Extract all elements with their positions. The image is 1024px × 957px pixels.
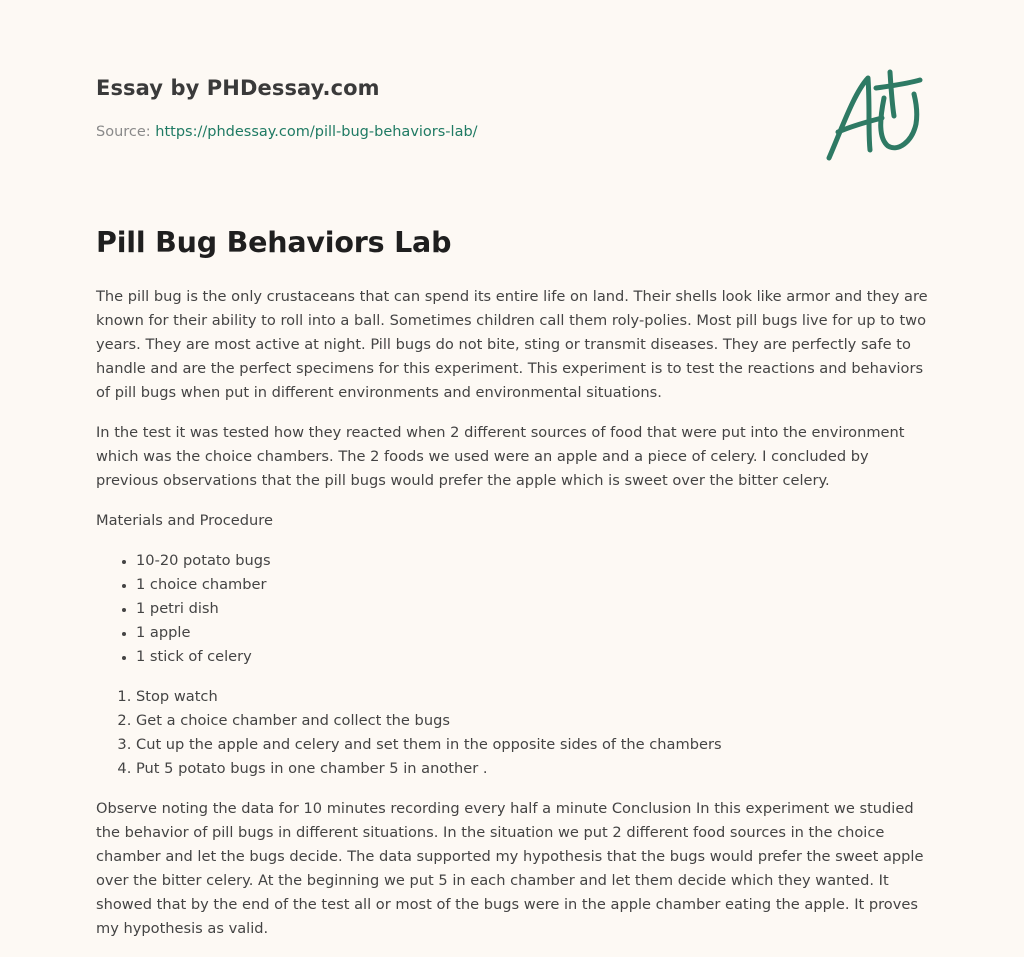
materials-heading: Materials and Procedure (96, 512, 273, 529)
list-item: • 1 petri dish (136, 597, 928, 621)
essay-body (96, 285, 928, 957)
list-item: 1. Stop watch (136, 685, 928, 709)
list-item: 3. Cut up the apple and celery and set them in the opposite sides of the chambers (136, 733, 928, 757)
source-link[interactable]: https://phdessay.com/pill-bug-behaviors-lab/ (155, 124, 478, 140)
conclusion-paragraph: Observe noting the data for 10 minutes recording every half a minute Conclusion In this experiment we studied the behavior of pill bugs in different situations. In the situation we put 2 different food sources in the choice chamber and let the bugs decide. The data supported my hypothesis that the bugs would prefer the sweet apple over the bitter celery. At the beginning we put 5 in each chamber and let them decide which they wanted. It showed that by the end of the test all or most of the bugs were in the apple chamber eating the apple. It proves my hypothesis as valid. (96, 800, 924, 937)
a-plus-logo-icon (824, 68, 924, 164)
hypothesis-paragraph: In the test it was tested how they reacted when 2 different sources of food that were put into the environment which was the choice chambers. The 2 foods we used were an apple and a piece of celery. I concluded by previous observations that the pill bugs would prefer the apple which is sweet over the bitter celery. (96, 424, 905, 489)
essay-page (96, 0, 928, 937)
list-item: • 1 stick of celery (136, 645, 928, 669)
procedure-list (96, 685, 928, 781)
list-item: • 1 choice chamber (136, 573, 928, 597)
source-line (96, 124, 478, 140)
page-header (96, 0, 928, 200)
list-item: • 1 apple (136, 621, 928, 645)
intro-paragraph: The pill bug is the only crustaceans that can spend its entire life on land. Their shells look like armor and they are known for their ability to roll into a ball. Sometimes children call them roly-polies. Most pill bugs live for up to two years. They are most active at night. Pill bugs do not bite, sting or transmit diseases. They are perfectly safe to handle and are the perfect specimens for this experiment. This experiment is to test the reactions and behaviors of pill bugs when put in different environments and environmental situations. (96, 288, 928, 401)
materials-list (96, 549, 928, 669)
list-item: 2. Get a choice chamber and collect the bugs (136, 709, 928, 733)
essay-title: Pill Bug Behaviors Lab (96, 226, 452, 259)
source-label: Source: (96, 124, 151, 140)
list-item: 4. Put 5 potato bugs in one chamber 5 in another . (136, 757, 928, 781)
list-item: • 10-20 potato bugs (136, 549, 928, 573)
site-title: Essay by PHDessay.com (96, 76, 380, 100)
